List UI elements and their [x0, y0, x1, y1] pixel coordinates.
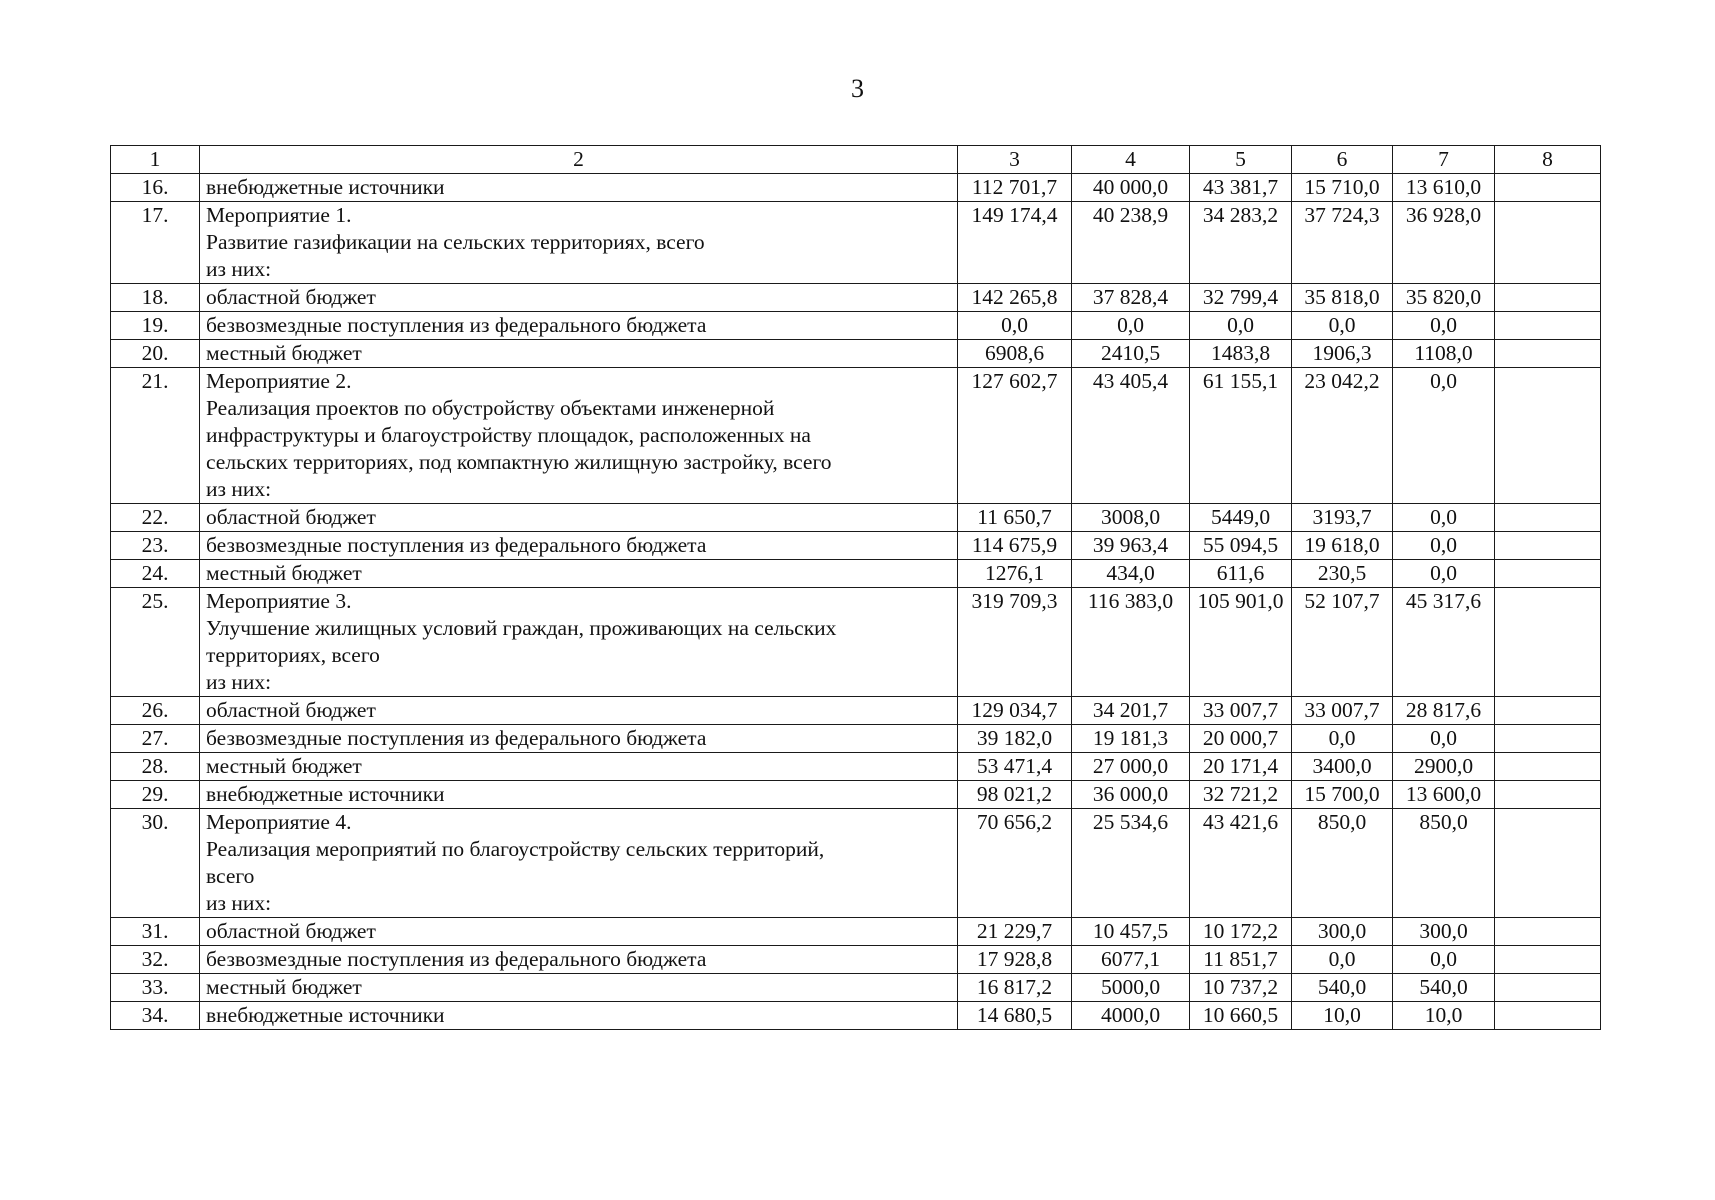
- row-name: [200, 560, 958, 588]
- value-cell-col-7: 0,0: [1393, 946, 1495, 974]
- table-body: [111, 146, 1601, 1030]
- value-cell-col-5: 10 737,2: [1190, 974, 1292, 1002]
- value-cell-col-5: 32 721,2: [1190, 781, 1292, 809]
- value-cell-col-8: [1495, 202, 1601, 284]
- value-cell-col-7: 36 928,0: [1393, 202, 1495, 284]
- value-cell-col-3: 129 034,7: [958, 697, 1072, 725]
- value-cell-col-3: 21 229,7: [958, 918, 1072, 946]
- value-cell-col-8: [1495, 725, 1601, 753]
- value-cell-col-6: 33 007,7: [1292, 697, 1393, 725]
- value-cell-col-3: 98 021,2: [958, 781, 1072, 809]
- value-cell-col-5: 20 000,7: [1190, 725, 1292, 753]
- column-header: 1: [111, 146, 200, 174]
- budget-table: [110, 145, 1601, 1030]
- row-name-line: безвозмездные поступления из федерального бюджета: [206, 313, 707, 337]
- value-cell-col-3: 0,0: [958, 312, 1072, 340]
- value-cell-col-4: 36 000,0: [1072, 781, 1190, 809]
- value-cell-col-6: 35 818,0: [1292, 284, 1393, 312]
- value-cell-col-4: 27 000,0: [1072, 753, 1190, 781]
- value-cell-col-4: 6077,1: [1072, 946, 1190, 974]
- value-cell-col-3: 112 701,7: [958, 174, 1072, 202]
- row-name-line: областной бюджет: [206, 919, 376, 943]
- column-header: 8: [1495, 146, 1601, 174]
- table-row: [111, 368, 1601, 504]
- row-name-line: местный бюджет: [206, 975, 362, 999]
- value-cell-col-7: 0,0: [1393, 368, 1495, 504]
- row-number: 29.: [111, 781, 200, 809]
- value-cell-col-4: 39 963,4: [1072, 532, 1190, 560]
- row-number: 17.: [111, 202, 200, 284]
- row-name-line: всего: [206, 864, 255, 888]
- row-name: [200, 974, 958, 1002]
- value-cell-col-7: 13 600,0: [1393, 781, 1495, 809]
- value-cell-col-7: 2900,0: [1393, 753, 1495, 781]
- value-cell-col-6: 15 700,0: [1292, 781, 1393, 809]
- row-name: [200, 504, 958, 532]
- row-number: 33.: [111, 974, 200, 1002]
- row-number: 28.: [111, 753, 200, 781]
- value-cell-col-8: [1495, 284, 1601, 312]
- row-number: 18.: [111, 284, 200, 312]
- row-number: 16.: [111, 174, 200, 202]
- row-name-line: областной бюджет: [206, 285, 376, 309]
- row-name-line: внебюджетные источники: [206, 782, 445, 806]
- row-name-line: безвозмездные поступления из федерального бюджета: [206, 726, 707, 750]
- value-cell-col-8: [1495, 560, 1601, 588]
- column-header: 5: [1190, 146, 1292, 174]
- value-cell-col-6: 3193,7: [1292, 504, 1393, 532]
- value-cell-col-3: 114 675,9: [958, 532, 1072, 560]
- row-name: [200, 202, 958, 284]
- value-cell-col-4: 10 457,5: [1072, 918, 1190, 946]
- value-cell-col-6: 540,0: [1292, 974, 1393, 1002]
- table-row: [111, 174, 1601, 202]
- value-cell-col-3: 53 471,4: [958, 753, 1072, 781]
- value-cell-col-6: 3400,0: [1292, 753, 1393, 781]
- value-cell-col-7: 0,0: [1393, 725, 1495, 753]
- value-cell-col-4: 40 000,0: [1072, 174, 1190, 202]
- column-header: 6: [1292, 146, 1393, 174]
- value-cell-col-6: 300,0: [1292, 918, 1393, 946]
- value-cell-col-6: 10,0: [1292, 1002, 1393, 1030]
- value-cell-col-6: 19 618,0: [1292, 532, 1393, 560]
- row-name-line: сельских территориях, под компактную жилищную застройку, всего: [206, 450, 832, 474]
- value-cell-col-5: 5449,0: [1190, 504, 1292, 532]
- value-cell-col-4: 19 181,3: [1072, 725, 1190, 753]
- value-cell-col-5: 20 171,4: [1190, 753, 1292, 781]
- value-cell-col-7: 0,0: [1393, 312, 1495, 340]
- table-row: [111, 560, 1601, 588]
- value-cell-col-7: 850,0: [1393, 809, 1495, 918]
- row-name-line: Мероприятие 4.: [206, 810, 352, 834]
- table-row: [111, 504, 1601, 532]
- table-row: [111, 202, 1601, 284]
- row-name-line: внебюджетные источники: [206, 175, 445, 199]
- row-name-line: внебюджетные источники: [206, 1003, 445, 1027]
- row-number: 30.: [111, 809, 200, 918]
- table-header-row: [111, 146, 1601, 174]
- table-row: [111, 753, 1601, 781]
- value-cell-col-6: 0,0: [1292, 946, 1393, 974]
- value-cell-col-3: 6908,6: [958, 340, 1072, 368]
- column-header: 2: [200, 146, 958, 174]
- table-row: [111, 809, 1601, 918]
- value-cell-col-5: 33 007,7: [1190, 697, 1292, 725]
- value-cell-col-3: 319 709,3: [958, 588, 1072, 697]
- table-row: [111, 725, 1601, 753]
- table-row: [111, 1002, 1601, 1030]
- value-cell-col-4: 5000,0: [1072, 974, 1190, 1002]
- row-name-line: местный бюджет: [206, 341, 362, 365]
- row-name-line: местный бюджет: [206, 754, 362, 778]
- value-cell-col-4: 40 238,9: [1072, 202, 1190, 284]
- value-cell-col-3: 14 680,5: [958, 1002, 1072, 1030]
- value-cell-col-4: 2410,5: [1072, 340, 1190, 368]
- table-row: [111, 284, 1601, 312]
- value-cell-col-5: 10 172,2: [1190, 918, 1292, 946]
- value-cell-col-5: 0,0: [1190, 312, 1292, 340]
- value-cell-col-4: 0,0: [1072, 312, 1190, 340]
- row-name: [200, 312, 958, 340]
- value-cell-col-3: 149 174,4: [958, 202, 1072, 284]
- value-cell-col-7: 300,0: [1393, 918, 1495, 946]
- row-name-line: безвозмездные поступления из федерального бюджета: [206, 947, 707, 971]
- row-number: 20.: [111, 340, 200, 368]
- table-row: [111, 946, 1601, 974]
- value-cell-col-5: 34 283,2: [1190, 202, 1292, 284]
- value-cell-col-3: 11 650,7: [958, 504, 1072, 532]
- column-header: 4: [1072, 146, 1190, 174]
- row-name: [200, 532, 958, 560]
- row-name-line: из них:: [206, 257, 272, 281]
- row-number: 21.: [111, 368, 200, 504]
- table-row: [111, 588, 1601, 697]
- row-name: [200, 368, 958, 504]
- table-row: [111, 697, 1601, 725]
- row-name: [200, 753, 958, 781]
- value-cell-col-8: [1495, 312, 1601, 340]
- column-header: 3: [958, 146, 1072, 174]
- row-name-line: территориях, всего: [206, 643, 380, 667]
- value-cell-col-5: 11 851,7: [1190, 946, 1292, 974]
- value-cell-col-6: 23 042,2: [1292, 368, 1393, 504]
- value-cell-col-4: 43 405,4: [1072, 368, 1190, 504]
- value-cell-col-7: 35 820,0: [1393, 284, 1495, 312]
- row-number: 34.: [111, 1002, 200, 1030]
- value-cell-col-3: 127 602,7: [958, 368, 1072, 504]
- table-row: [111, 781, 1601, 809]
- row-name-line: Реализация мероприятий по благоустройству сельских территорий,: [206, 837, 825, 861]
- value-cell-col-8: [1495, 588, 1601, 697]
- table-row: [111, 918, 1601, 946]
- value-cell-col-6: 1906,3: [1292, 340, 1393, 368]
- value-cell-col-5: 43 421,6: [1190, 809, 1292, 918]
- row-number: 27.: [111, 725, 200, 753]
- value-cell-col-5: 611,6: [1190, 560, 1292, 588]
- row-name: [200, 725, 958, 753]
- row-name: [200, 284, 958, 312]
- value-cell-col-8: [1495, 974, 1601, 1002]
- row-number: 26.: [111, 697, 200, 725]
- row-name: [200, 340, 958, 368]
- row-name: [200, 1002, 958, 1030]
- row-number: 23.: [111, 532, 200, 560]
- value-cell-col-7: 45 317,6: [1393, 588, 1495, 697]
- value-cell-col-8: [1495, 532, 1601, 560]
- value-cell-col-8: [1495, 340, 1601, 368]
- row-name-line: местный бюджет: [206, 561, 362, 585]
- row-name: [200, 946, 958, 974]
- table-row: [111, 974, 1601, 1002]
- row-name-line: инфраструктуры и благоустройству площадок, расположенных на: [206, 423, 811, 447]
- value-cell-col-5: 43 381,7: [1190, 174, 1292, 202]
- row-name-line: из них:: [206, 670, 272, 694]
- value-cell-col-6: 15 710,0: [1292, 174, 1393, 202]
- value-cell-col-4: 4000,0: [1072, 1002, 1190, 1030]
- value-cell-col-4: 116 383,0: [1072, 588, 1190, 697]
- value-cell-col-5: 1483,8: [1190, 340, 1292, 368]
- value-cell-col-7: 540,0: [1393, 974, 1495, 1002]
- value-cell-col-3: 17 928,8: [958, 946, 1072, 974]
- row-name: [200, 809, 958, 918]
- value-cell-col-4: 34 201,7: [1072, 697, 1190, 725]
- row-name-line: Мероприятие 3.: [206, 589, 352, 613]
- value-cell-col-6: 850,0: [1292, 809, 1393, 918]
- value-cell-col-3: 16 817,2: [958, 974, 1072, 1002]
- row-name: [200, 781, 958, 809]
- value-cell-col-6: 230,5: [1292, 560, 1393, 588]
- row-number: 22.: [111, 504, 200, 532]
- value-cell-col-6: 52 107,7: [1292, 588, 1393, 697]
- row-name: [200, 174, 958, 202]
- value-cell-col-6: 37 724,3: [1292, 202, 1393, 284]
- value-cell-col-7: 28 817,6: [1393, 697, 1495, 725]
- row-name-line: Улучшение жилищных условий граждан, проживающих на сельских: [206, 616, 837, 640]
- value-cell-col-3: 142 265,8: [958, 284, 1072, 312]
- row-number: 31.: [111, 918, 200, 946]
- value-cell-col-5: 105 901,0: [1190, 588, 1292, 697]
- value-cell-col-8: [1495, 946, 1601, 974]
- value-cell-col-3: 70 656,2: [958, 809, 1072, 918]
- value-cell-col-8: [1495, 809, 1601, 918]
- value-cell-col-4: 25 534,6: [1072, 809, 1190, 918]
- row-name: [200, 918, 958, 946]
- value-cell-col-3: 39 182,0: [958, 725, 1072, 753]
- row-number: 25.: [111, 588, 200, 697]
- value-cell-col-7: 1108,0: [1393, 340, 1495, 368]
- value-cell-col-6: 0,0: [1292, 312, 1393, 340]
- value-cell-col-8: [1495, 368, 1601, 504]
- row-name-line: Реализация проектов по обустройству объектами инженерной: [206, 396, 775, 420]
- row-number: 19.: [111, 312, 200, 340]
- row-name-line: безвозмездные поступления из федерального бюджета: [206, 533, 707, 557]
- table-row: [111, 340, 1601, 368]
- value-cell-col-8: [1495, 1002, 1601, 1030]
- value-cell-col-4: 434,0: [1072, 560, 1190, 588]
- row-name: [200, 588, 958, 697]
- row-name-line: Мероприятие 2.: [206, 369, 352, 393]
- value-cell-col-8: [1495, 697, 1601, 725]
- value-cell-col-7: 0,0: [1393, 560, 1495, 588]
- table-row: [111, 312, 1601, 340]
- column-header: 7: [1393, 146, 1495, 174]
- value-cell-col-8: [1495, 174, 1601, 202]
- value-cell-col-8: [1495, 918, 1601, 946]
- value-cell-col-3: 1276,1: [958, 560, 1072, 588]
- value-cell-col-5: 32 799,4: [1190, 284, 1292, 312]
- value-cell-col-5: 10 660,5: [1190, 1002, 1292, 1030]
- value-cell-col-7: 0,0: [1393, 532, 1495, 560]
- value-cell-col-8: [1495, 504, 1601, 532]
- value-cell-col-8: [1495, 781, 1601, 809]
- row-name-line: из них:: [206, 891, 272, 915]
- row-name-line: Развитие газификации на сельских территориях, всего: [206, 230, 705, 254]
- row-name: [200, 697, 958, 725]
- page-number: 3: [851, 74, 864, 103]
- value-cell-col-5: 61 155,1: [1190, 368, 1292, 504]
- row-number: 24.: [111, 560, 200, 588]
- row-name-line: областной бюджет: [206, 698, 376, 722]
- value-cell-col-6: 0,0: [1292, 725, 1393, 753]
- value-cell-col-7: 10,0: [1393, 1002, 1495, 1030]
- row-name-line: областной бюджет: [206, 505, 376, 529]
- value-cell-col-4: 3008,0: [1072, 504, 1190, 532]
- value-cell-col-8: [1495, 753, 1601, 781]
- value-cell-col-7: 0,0: [1393, 504, 1495, 532]
- value-cell-col-4: 37 828,4: [1072, 284, 1190, 312]
- row-name-line: Мероприятие 1.: [206, 203, 352, 227]
- table-row: [111, 532, 1601, 560]
- row-number: 32.: [111, 946, 200, 974]
- row-name-line: из них:: [206, 477, 272, 501]
- value-cell-col-5: 55 094,5: [1190, 532, 1292, 560]
- value-cell-col-7: 13 610,0: [1393, 174, 1495, 202]
